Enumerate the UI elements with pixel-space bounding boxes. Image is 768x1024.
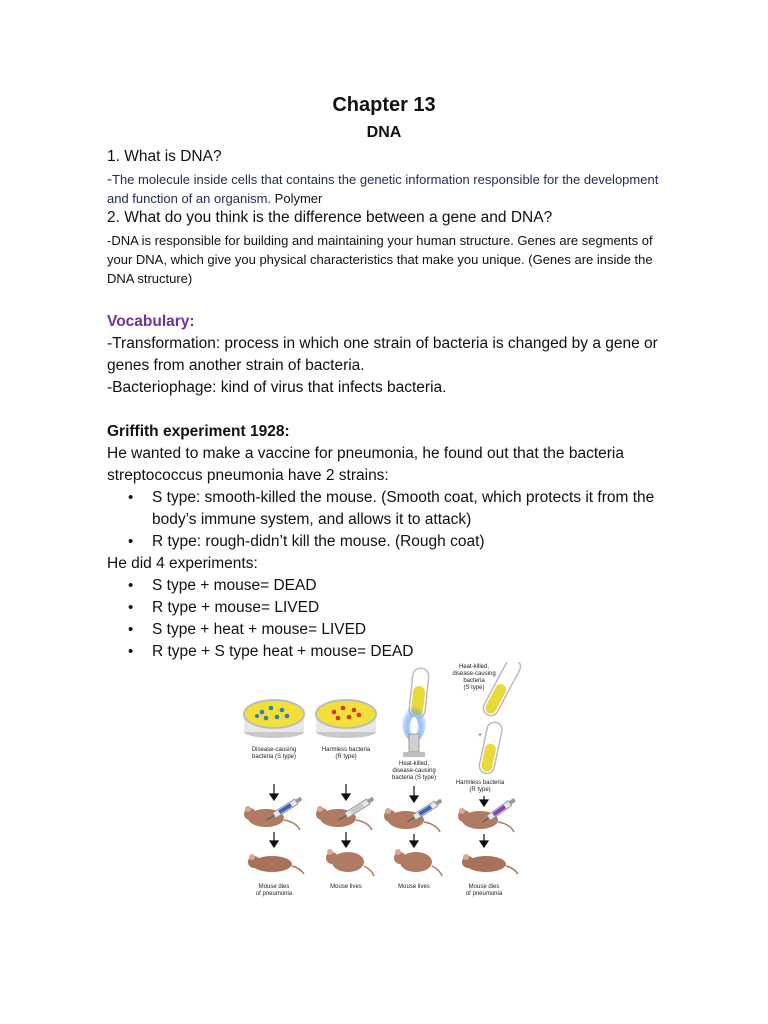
injected-mice-row <box>244 796 516 832</box>
chapter-subtitle: DNA <box>366 124 402 141</box>
label-outcome-4: Mouse dies of pneumonia <box>465 884 503 897</box>
answer-1-text: The molecule inside cells that contains the genetic information responsible for the development and function of an organism. <box>107 172 659 206</box>
list-item: • S type + heat + mouse= LIVED <box>152 619 667 641</box>
vocab-transformation: -Transformation: process in which one strain of bacteria is changed by a gene or genes from another strain of bacteria. <box>107 335 658 374</box>
arrows-row-1 <box>270 784 488 806</box>
question-1: 1. What is DNA? <box>107 148 222 165</box>
list-item: • R type: rough-didn’t kill the mouse. (Rough coat) <box>152 531 667 553</box>
vocabulary-heading: Vocabulary: <box>107 313 195 330</box>
label-top-right-tube: Heat-killed, disease-causing bacteria (S type) <box>452 664 496 691</box>
answer-1-tail: Polymer <box>271 191 323 206</box>
label-plus: + <box>478 733 482 739</box>
list-item: • S type: smooth-killed the mouse. (Smooth coat, which protects it from the body’s immune system, and allows it to attack) <box>152 487 667 531</box>
griffith-experiment-figure <box>238 662 534 904</box>
list-item: • S type + mouse= DEAD <box>152 575 667 597</box>
chapter-title: Chapter 13 <box>332 94 436 116</box>
r-type-test-tube <box>478 721 503 775</box>
list-item: • R type + S type heat + mouse= DEAD <box>152 641 667 663</box>
label-s-dish: Disease-causing bacteria (S type) <box>251 747 297 760</box>
griffith-intro: He wanted to make a vaccine for pneumonia, he found out that the bacteria streptococcus pneumonia have 2 strains: <box>107 445 624 484</box>
live-mouse-icon <box>326 849 374 876</box>
dead-mouse-icon <box>462 854 518 874</box>
outcome-labels <box>256 884 503 897</box>
petri-dish-r-type <box>316 700 376 738</box>
strain-list <box>107 487 667 553</box>
label-r-dish: Harmless bacteria (R type) <box>321 747 371 760</box>
mouse-icon <box>316 806 372 830</box>
label-outcome-2: Mouse lives <box>330 884 362 890</box>
vocab-bacteriophage: -Bacteriophage: kind of virus that infects bacteria. <box>107 379 447 396</box>
live-mouse-icon <box>394 849 442 876</box>
answer-1 <box>107 170 667 208</box>
answer-1-dash: - <box>107 171 112 188</box>
question-2: 2. What do you think is the difference between a gene and DNA? <box>107 209 553 226</box>
mouse-icon <box>244 806 300 830</box>
bunsen-burner-icon <box>403 734 425 757</box>
label-r-tube: Harmless bacteria (R type) <box>455 780 505 793</box>
outcome-mice-row <box>248 849 518 876</box>
experiment-list <box>107 575 667 663</box>
label-outcome-3: Mouse lives <box>398 884 430 890</box>
arrows-row-2 <box>270 832 488 847</box>
griffith-heading: Griffith experiment 1928: <box>107 423 290 440</box>
dead-mouse-icon <box>248 854 304 874</box>
petri-dish-s-type <box>244 700 304 738</box>
experiments-intro: He did 4 experiments: <box>107 555 258 572</box>
list-item: • R type + mouse= LIVED <box>152 597 667 619</box>
answer-2: -DNA is responsible for building and maintaining your human structure. Genes are segments of your DNA, which give you physical characteristics that make you unique. (Genes are inside the DNA structure) <box>107 233 653 286</box>
label-heat-tube: Heat-killed, disease-causing bacteria (S type) <box>391 761 437 781</box>
mouse-icon <box>384 808 440 832</box>
label-outcome-1: Mouse dies of pneumonia <box>255 884 293 897</box>
